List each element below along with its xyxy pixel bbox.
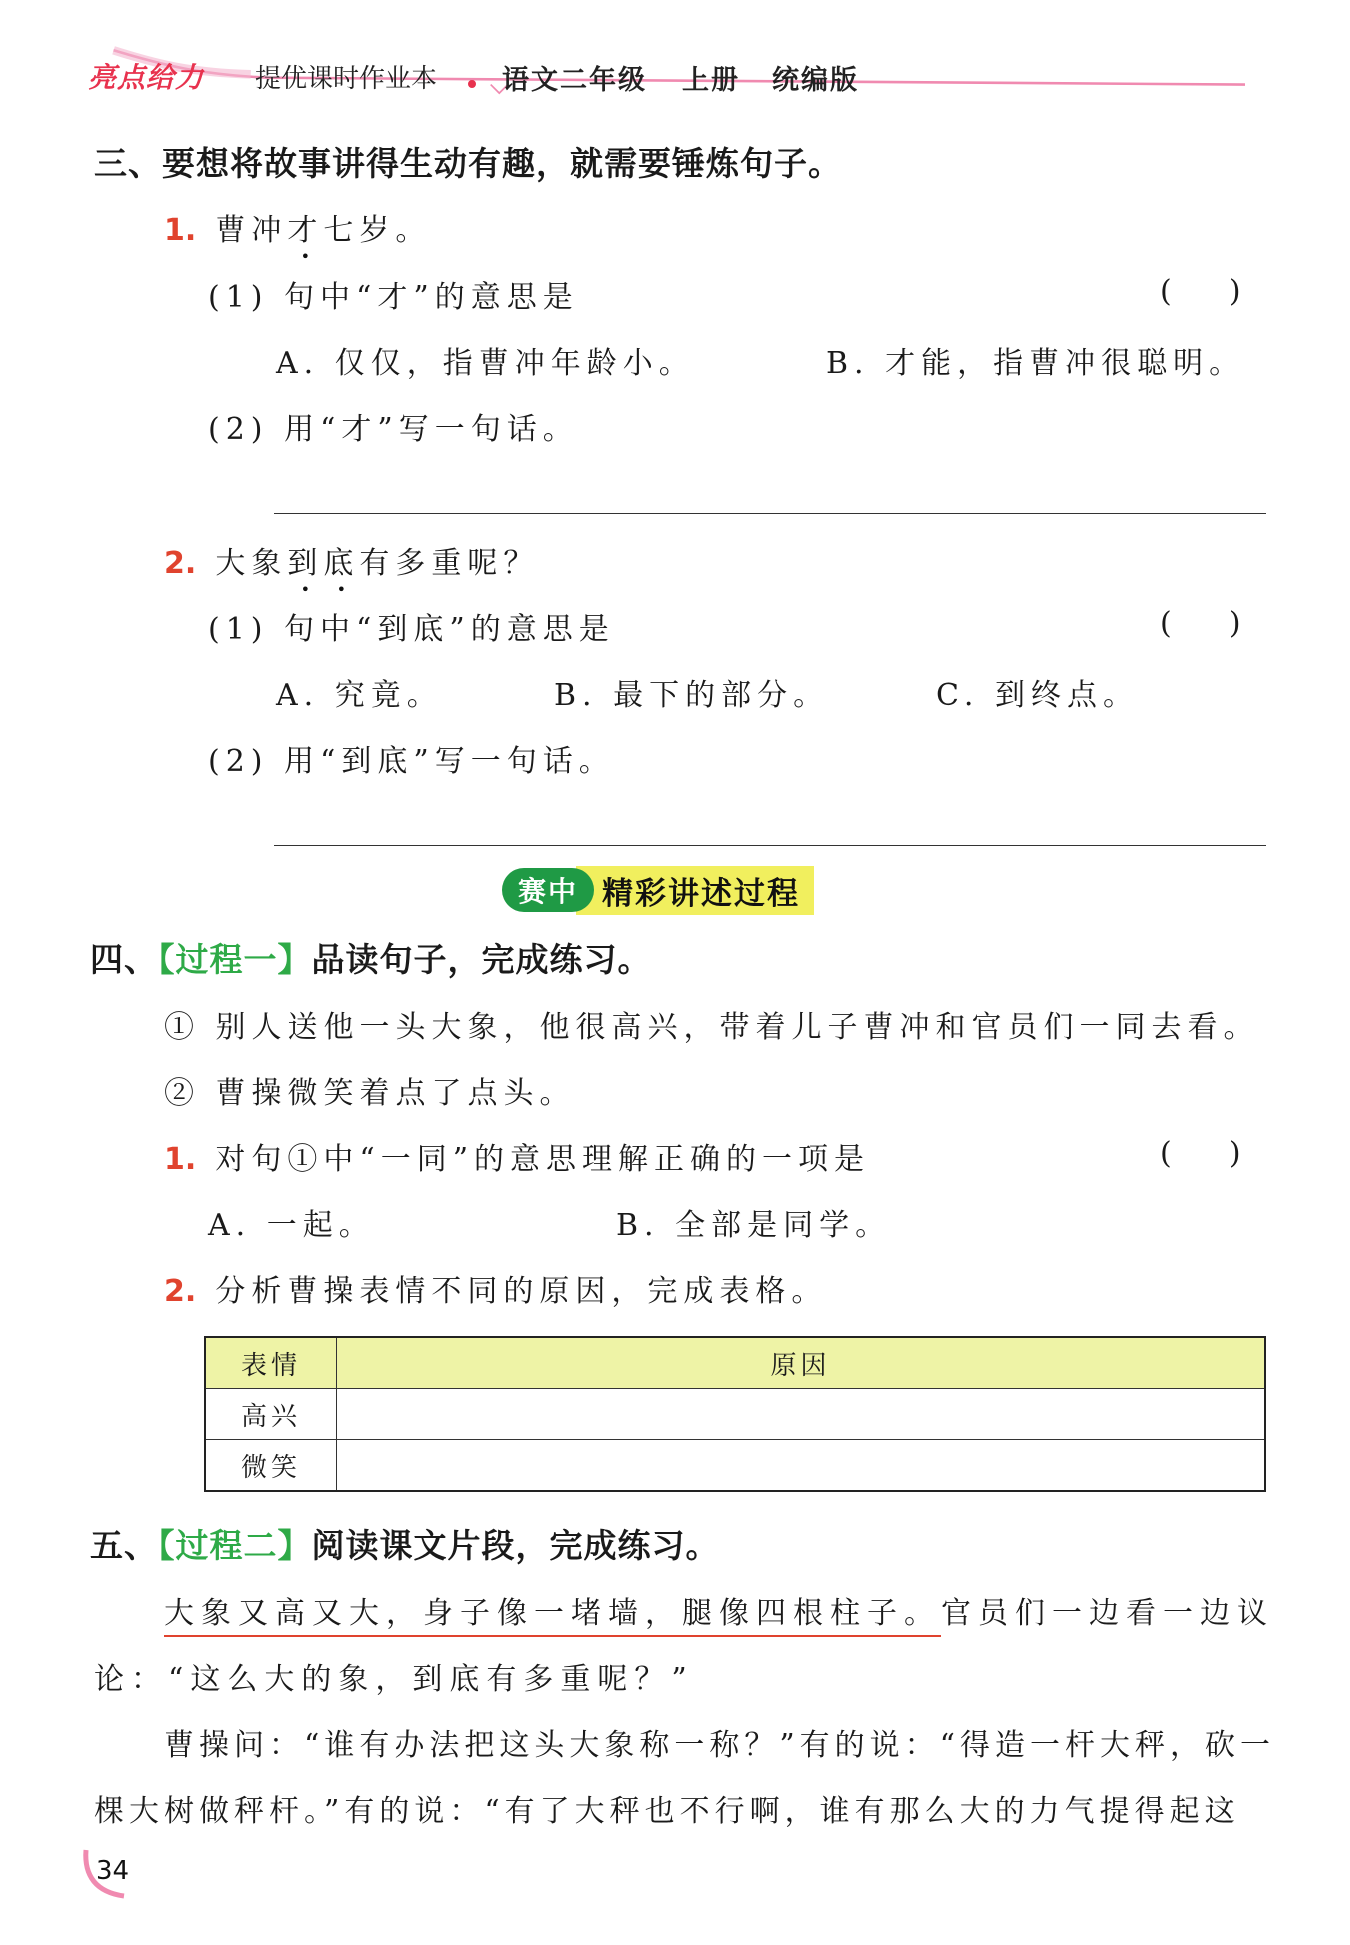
q3-2-stem bbox=[164, 538, 539, 582]
header-volume: 上册 bbox=[682, 65, 740, 96]
passage-line-2: 论：“这么大的象，到底有多重呢？” bbox=[94, 1662, 694, 1697]
q3-1-sub2: (2) 用“才”写一句话。 bbox=[208, 412, 579, 447]
section5-title bbox=[90, 1520, 720, 1567]
table-cell-expression: 高兴 bbox=[205, 1389, 337, 1440]
q3-1-sub1: (1) 句中“才”的意思是 bbox=[208, 280, 579, 315]
header-subtitle: 提优课时作业本 bbox=[255, 64, 438, 94]
q3-1-option-a: A. 仅仅，指曹冲年龄小。 bbox=[276, 346, 695, 381]
q3-1-answer-line[interactable] bbox=[274, 513, 1266, 514]
table-row bbox=[205, 1389, 1265, 1440]
q3-1-number: 1. bbox=[164, 213, 197, 248]
q4-1-stem bbox=[164, 1134, 870, 1178]
section5-prefix: 五、 bbox=[90, 1526, 158, 1565]
q3-1-option-b: B. 才能，指曹冲很聪明。 bbox=[826, 346, 1246, 381]
q3-2-emphasis-1: 到 bbox=[287, 546, 324, 581]
section4-title-text: 品读句子，完成练习。 bbox=[311, 940, 652, 979]
section-badge bbox=[502, 868, 814, 912]
q4-1-text: 对句①中“一同”的意思理解正确的一项是 bbox=[215, 1142, 871, 1177]
table-header-expression: 表情 bbox=[205, 1337, 337, 1389]
passage-underlined-sentence: 大象又高又大，身子像一堵墙，腿像四根柱子。 bbox=[164, 1596, 941, 1637]
q3-1-text-pre: 曹冲 bbox=[215, 213, 288, 248]
q3-2-answer-line[interactable] bbox=[274, 845, 1266, 846]
q3-2-number: 2. bbox=[164, 546, 197, 581]
passage-line-3: 曹操问：“谁有办法把这头大象称一称？”有的说：“得造一杆大秤，砍一 bbox=[164, 1728, 1276, 1763]
q3-1-text-post: 七岁。 bbox=[323, 213, 432, 248]
q4-1-option-b: B. 全部是同学。 bbox=[616, 1208, 892, 1243]
section4-title bbox=[90, 934, 652, 981]
header-subject-grade: 语文二年级 bbox=[502, 65, 647, 96]
sentence-2: ② 曹操微笑着点了点头。 bbox=[164, 1076, 576, 1111]
q3-1-stem bbox=[164, 205, 431, 249]
section5-title-text: 阅读课文片段，完成练习。 bbox=[311, 1526, 720, 1565]
q3-2-option-b: B. 最下的部分。 bbox=[554, 678, 830, 713]
header-dot-icon bbox=[468, 80, 476, 88]
page-number: 34 bbox=[96, 1856, 130, 1886]
q3-2-sub2: (2) 用“到底”写一句话。 bbox=[208, 744, 615, 779]
q4-2-number: 2. bbox=[164, 1274, 197, 1309]
sentence-1: ① 别人送他一头大象，他很高兴，带着儿子曹冲和官员们一同去看。 bbox=[164, 1010, 1260, 1045]
table-cell-reason-input[interactable] bbox=[337, 1389, 1266, 1440]
q4-1-option-a: A. 一起。 bbox=[208, 1208, 375, 1243]
table-row bbox=[205, 1440, 1265, 1492]
table-cell-reason-input[interactable] bbox=[337, 1440, 1266, 1492]
header-edition: 统编版 bbox=[772, 65, 859, 96]
brand-logo: 亮点给力 bbox=[88, 61, 205, 94]
q3-1-answer-paren[interactable]: ( ) bbox=[1160, 274, 1241, 309]
q3-1-emphasis: 才 bbox=[287, 213, 324, 248]
passage-line-1 bbox=[164, 1588, 1274, 1632]
section4-prefix: 四、 bbox=[90, 940, 158, 979]
q3-2-answer-paren[interactable]: ( ) bbox=[1160, 606, 1241, 641]
q3-2-text-pre: 大象 bbox=[215, 546, 288, 581]
section5-bracket: 【过程二】 bbox=[158, 1526, 312, 1565]
table-header-reason: 原因 bbox=[337, 1337, 1266, 1389]
q3-2-text-post: 有多重呢？ bbox=[359, 546, 540, 581]
section4-bracket: 【过程一】 bbox=[158, 940, 312, 979]
q4-2-text: 分析曹操表情不同的原因，完成表格。 bbox=[215, 1274, 828, 1309]
q4-1-answer-paren[interactable]: ( ) bbox=[1160, 1136, 1241, 1171]
q4-1-number: 1. bbox=[164, 1142, 197, 1177]
q3-2-sub1: (1) 句中“到底”的意思是 bbox=[208, 612, 615, 647]
q3-2-option-c: C. 到终点。 bbox=[936, 678, 1139, 713]
section3-title: 三、要想将故事讲得生动有趣，就需要锤炼句子。 bbox=[94, 144, 842, 183]
q3-2-option-a: A. 究竟。 bbox=[276, 678, 443, 713]
table-cell-expression: 微笑 bbox=[205, 1440, 337, 1492]
passage-line-1-rest: 官员们一边看一边议 bbox=[941, 1596, 1274, 1631]
q4-2-stem bbox=[164, 1266, 827, 1310]
q3-2-emphasis-2: 底 bbox=[323, 546, 360, 581]
badge-title: 精彩讲述过程 bbox=[576, 866, 814, 915]
badge-stage: 赛中 bbox=[502, 868, 594, 912]
passage-line-4: 棵大树做秤杆。”有的说：“有了大秤也不行啊，谁有那么大的力气提得起这 bbox=[94, 1794, 1240, 1829]
expression-reason-table bbox=[204, 1336, 1266, 1492]
